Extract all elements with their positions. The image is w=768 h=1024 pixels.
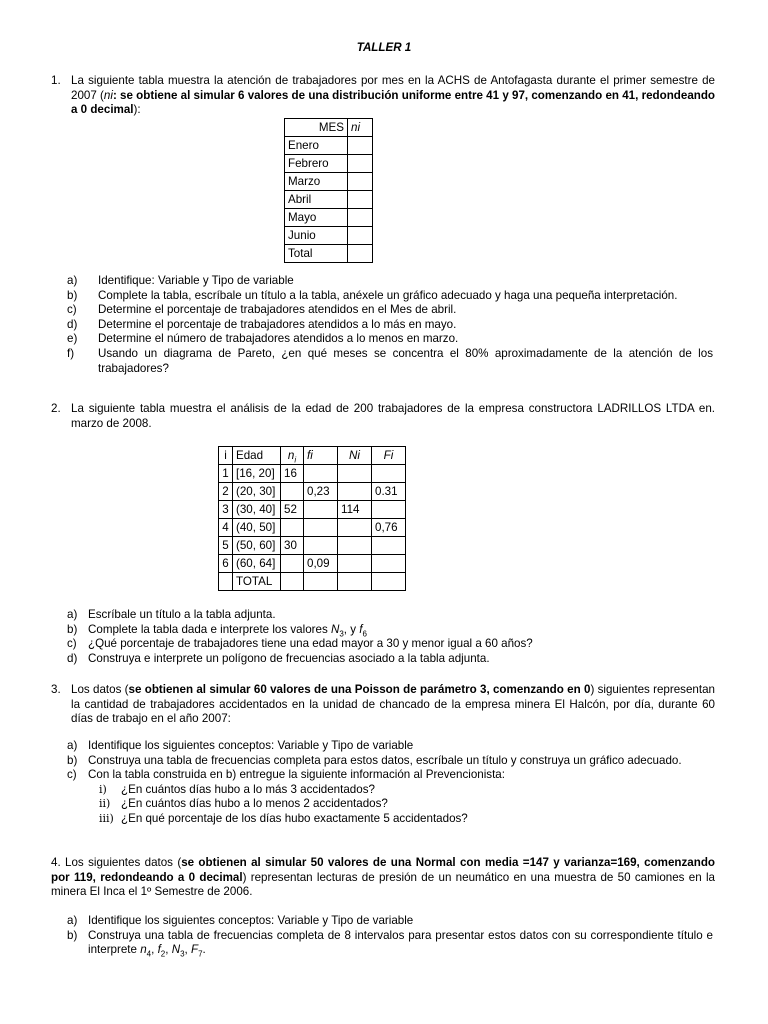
table-row xyxy=(219,483,406,501)
table-cell: [16, 20] xyxy=(233,465,281,483)
table-cell xyxy=(348,191,373,209)
table-cell: 0,09 xyxy=(304,555,338,573)
table-cell xyxy=(372,465,406,483)
table-cell xyxy=(304,501,338,519)
list-item: f) Usando un diagrama de Pareto, ¿en qué meses se concentra el 80% aproximadamente de la atención de los trabajadores? xyxy=(67,346,713,375)
table-cell: Abril xyxy=(285,191,348,209)
header-cell: MES xyxy=(285,119,348,137)
table-cell: 1 xyxy=(219,465,233,483)
table-row xyxy=(219,519,406,537)
list-item: c) Con la tabla construida en b) entregue la siguiente información al Prevencionista: xyxy=(67,768,505,782)
header-cell: $n_i$ xyxy=(281,447,304,465)
table-cell: (40, 50] xyxy=(233,519,281,537)
question-4 xyxy=(51,856,715,900)
table-cell xyxy=(348,137,373,155)
table-cell xyxy=(338,537,372,555)
table-header-row xyxy=(285,119,373,137)
table-row xyxy=(219,537,406,555)
table-row xyxy=(285,245,373,263)
list-item: e) Determine el número de trabajadores atendidos a lo menos en marzo. xyxy=(67,332,459,346)
table-cell: Marzo xyxy=(285,173,348,191)
question-number: 2. xyxy=(51,402,61,415)
sub-list-item: ii) ¿En cuántos días hubo a lo menos 2 accidentados? xyxy=(99,797,388,811)
table-cell xyxy=(219,573,233,591)
months-table xyxy=(284,118,373,263)
sub-list xyxy=(99,783,713,827)
table-row xyxy=(285,155,373,173)
question-text: La siguiente tabla muestra el análisis de la edad de 200 trabajadores de la empresa constructora LADRILLOS LTDA en. marzo de 2008. xyxy=(71,402,715,430)
table-cell: Febrero xyxy=(285,155,348,173)
table-cell: Enero xyxy=(285,137,348,155)
table-cell: (20, 30] xyxy=(233,483,281,501)
table-cell xyxy=(372,555,406,573)
table-cell: 6 xyxy=(219,555,233,573)
table-cell xyxy=(348,209,373,227)
sub-list-item: iii) ¿En qué porcentaje de los días hubo exactamente 5 accidentados? xyxy=(99,811,468,825)
table-cell: 30 xyxy=(281,537,304,555)
table-row xyxy=(285,137,373,155)
table-cell xyxy=(348,245,373,263)
table-cell: Mayo xyxy=(285,209,348,227)
document-title: TALLER 1 xyxy=(356,41,412,54)
question-number: 3. xyxy=(51,683,61,696)
header-cell: fi xyxy=(304,447,338,465)
question-4-items xyxy=(67,914,713,958)
question-text: La siguiente tabla muestra la atención de trabajadores por mes en la ACHS de Antofagasta durante el primer semestre de 2007 (ni: se obtiene al simular 6 valores de una distribución uniforme entre 41 y 97, comenzando en 41, redondeando a 0 decimal): xyxy=(71,74,716,117)
table-cell xyxy=(372,537,406,555)
table-cell: Junio xyxy=(285,227,348,245)
header-cell: ni xyxy=(348,119,373,137)
table-cell xyxy=(348,173,373,191)
table-cell xyxy=(348,227,373,245)
header-cell: Ni xyxy=(338,447,372,465)
question-text: 4. Los siguientes datos (se obtienen al simular 50 valores de una Normal con media =147 y varianza=169, comenzando por 119, redondeando a 0 decimal) representan lecturas de presión de un neumático en una muestra de 50 camiones en la minera El Inca el 1º Semestre de 2006. xyxy=(51,856,715,899)
list-item: c) ¿Qué porcentaje de trabajadores tiene una edad mayor a 30 y menor igual a 60 años? xyxy=(67,637,533,651)
list-item: d) Construya e interprete un polígono de frecuencias asociado a la tabla adjunta. xyxy=(67,651,490,665)
table-cell: 3 xyxy=(219,501,233,519)
table-row xyxy=(285,227,373,245)
table-row xyxy=(285,173,373,191)
question-1 xyxy=(51,74,715,118)
table-cell xyxy=(281,483,304,501)
question-2 xyxy=(51,402,715,431)
table-cell: Total xyxy=(285,245,348,263)
age-frequency-table xyxy=(218,446,406,591)
header-cell: Fi xyxy=(372,447,406,465)
sub-list-item: i) ¿En cuántos días hubo a lo más 3 accidentados? xyxy=(99,782,375,796)
header-cell: i xyxy=(219,447,233,465)
question-number: 4. xyxy=(51,856,61,869)
table-cell xyxy=(338,483,372,501)
table-row xyxy=(219,465,406,483)
table-cell: 0,23 xyxy=(304,483,338,501)
table-header-row xyxy=(219,447,406,465)
table-cell: (60, 64] xyxy=(233,555,281,573)
question-text: Los datos (se obtienen al simular 60 valores de una Poisson de parámetro 3, comenzando en 0) siguientes representan la cantidad de trabajadores accidentados en la unidad de chancado de la empresa minera El Halcón, por día, durante 60 días de trabajo en el año 2007: xyxy=(71,683,715,726)
table-cell xyxy=(372,501,406,519)
table-cell: (50, 60] xyxy=(233,537,281,555)
table-cell xyxy=(304,465,338,483)
list-item: a) Identifique los siguientes conceptos: Variable y Tipo de variable xyxy=(67,914,414,927)
table-row xyxy=(219,501,406,519)
table-row xyxy=(285,191,373,209)
question-2-items xyxy=(67,608,713,666)
table-cell: 0.31 xyxy=(372,483,406,501)
table-cell: 0,76 xyxy=(372,519,406,537)
table-cell xyxy=(338,519,372,537)
table-cell xyxy=(338,555,372,573)
table-cell: 114 xyxy=(338,501,372,519)
list-item: a) Identifique: Variable y Tipo de variable xyxy=(67,274,294,287)
table-cell xyxy=(281,519,304,537)
list-item: c) Determine el porcentaje de trabajadores atendidos en el Mes de abril. xyxy=(67,303,457,317)
table-cell xyxy=(281,573,304,591)
table-cell: TOTAL xyxy=(233,573,281,591)
table-cell xyxy=(338,465,372,483)
list-item: b) Complete la tabla dada e interprete los valores $N_3$, y $f_6$ xyxy=(67,622,367,638)
table-cell: 16 xyxy=(281,465,304,483)
question-number: 1. xyxy=(51,74,61,87)
table-cell xyxy=(348,155,373,173)
list-item: b) Construya una tabla de frecuencias completa de 8 intervalos para presentar estos datos con su correspondiente título e interprete $n_4$, $f_2$, $N_3$, $F_7$. xyxy=(67,928,713,959)
table-cell: 5 xyxy=(219,537,233,555)
list-item: a) Identifique los siguientes conceptos: Variable y Tipo de variable xyxy=(67,739,414,752)
list-item: d) Determine el porcentaje de trabajadores atendidos a lo más en mayo. xyxy=(67,317,457,331)
list-item: b) Complete la tabla, escríbale un título a la tabla, anéxele un gráfico adecuado y haga una pequeña interpretación. xyxy=(67,288,678,302)
table-cell xyxy=(338,573,372,591)
table-row xyxy=(285,209,373,227)
table-cell: (30, 40] xyxy=(233,501,281,519)
table-cell: 52 xyxy=(281,501,304,519)
table-cell xyxy=(304,537,338,555)
question-1-items xyxy=(67,274,713,376)
question-3 xyxy=(51,683,715,727)
question-3-items xyxy=(67,739,713,827)
list-item: b) Construya una tabla de frecuencias completa para estos datos, escríbale un título y construya un gráfico adecuado. xyxy=(67,753,682,767)
table-cell xyxy=(372,573,406,591)
table-cell: 4 xyxy=(219,519,233,537)
header-cell: Edad xyxy=(233,447,281,465)
table-cell xyxy=(304,573,338,591)
table-cell: 2 xyxy=(219,483,233,501)
table-row xyxy=(219,573,406,591)
table-cell xyxy=(304,519,338,537)
table-row xyxy=(219,555,406,573)
list-item: a) Escríbale un título a la tabla adjunta. xyxy=(67,608,276,621)
table-cell xyxy=(281,555,304,573)
